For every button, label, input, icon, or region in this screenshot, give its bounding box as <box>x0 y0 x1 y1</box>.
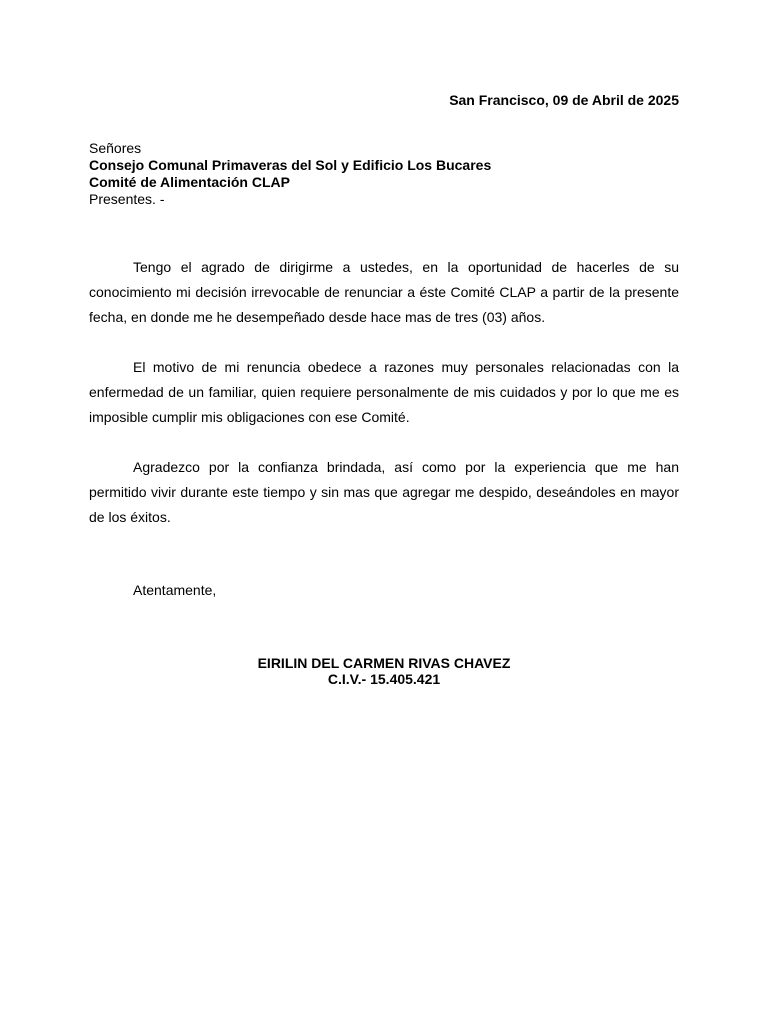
letter-date: San Francisco, 09 de Abril de 2025 <box>449 92 679 108</box>
signer-id: C.I.V.- 15.405.421 <box>327 671 441 687</box>
salutation: Señores <box>89 140 142 156</box>
recipient-block <box>89 140 491 208</box>
body-paragraph-2: El motivo de mi renuncia obedece a razones muy personales relacionadas con la enfermedad de un familiar, quien requiere personalmente de mis cuidados y por lo que me es imposible cumplir mis obligaciones con ese Comité. <box>89 359 679 425</box>
signature-block <box>89 655 679 687</box>
recipient-committee: Comité de Alimentación CLAP <box>89 174 290 190</box>
presentes-line: Presentes. - <box>89 191 165 207</box>
recipient-organization: Consejo Comunal Primaveras del Sol y Edificio Los Bucares <box>89 157 492 173</box>
signer-name: EIRILIN DEL CARMEN RIVAS CHAVEZ <box>257 655 511 671</box>
closing-phrase: Atentamente, <box>133 582 217 598</box>
body-paragraph-1: Tengo el agrado de dirigirme a ustedes, en la oportunidad de hacerles de su conocimiento mi decisión irrevocable de renunciar a éste Comité CLAP a partir de la presente fecha, en donde me he desempeñado desde hace mas de tres (03) años. <box>89 259 679 325</box>
body-paragraph-3: Agradezco por la confianza brindada, así como por la experiencia que me han permitido vivir durante este tiempo y sin mas que agregar me despido, deseándoles en mayor de los éxitos. <box>89 459 679 525</box>
